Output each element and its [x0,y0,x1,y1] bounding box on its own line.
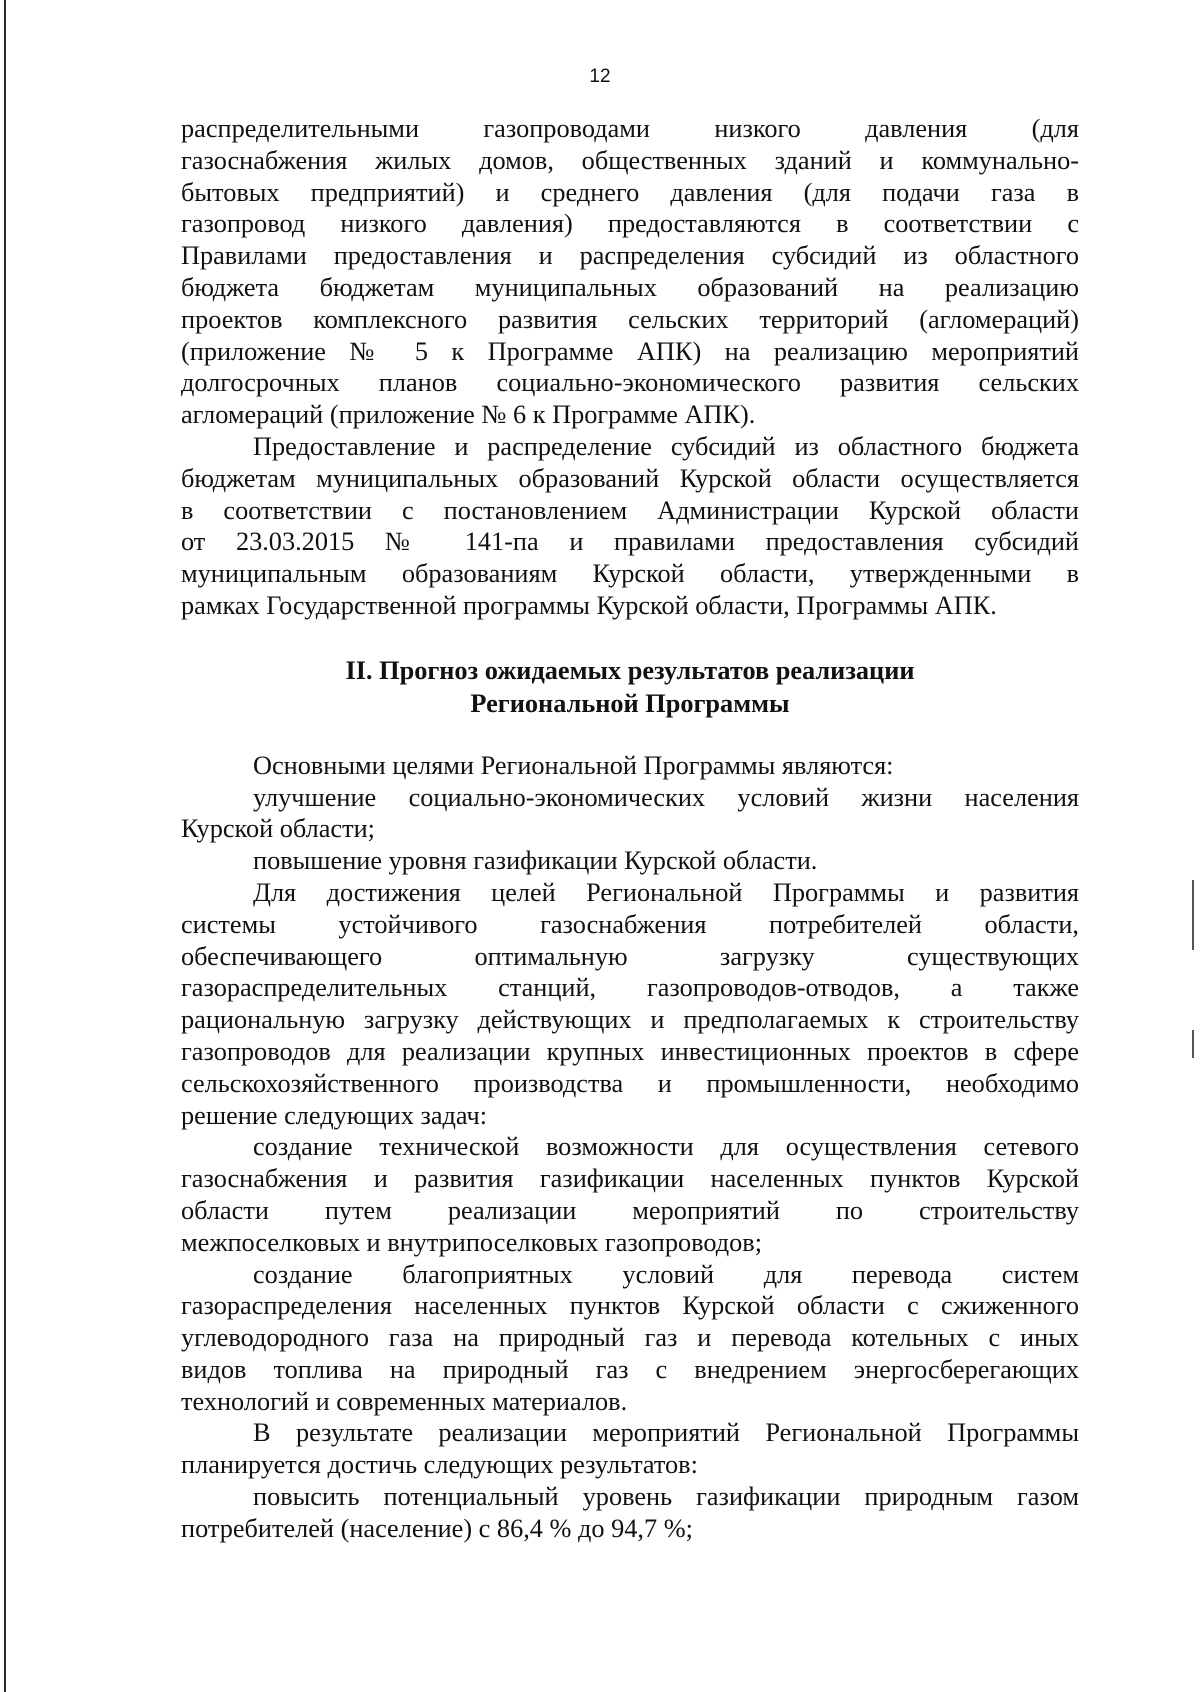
scan-edge-left [4,0,6,1692]
text-line: потребителей (население) с 86,4 % до 94,7 %; [181,1513,693,1543]
document-body [181,113,1079,1545]
paragraph-task-1 [181,1131,1079,1258]
paragraph-tasks-intro [181,877,1079,1131]
text-line: газоснабжения и развития газификации населенных пунктов Курской [181,1164,1079,1194]
text-line: от 23.03.2015 № 141-па и правилами предоставления субсидий [181,527,1079,557]
text-line: Для достижения целей Региональной Программы и развития [253,877,1079,907]
text-line: бытовых предприятий) и среднего давления (для подачи газа в [181,177,1079,207]
section-heading-line2: Региональной Программы [470,688,790,718]
text-line: долгосрочных планов социально-экономического развития сельских [181,368,1079,398]
text-line: Курской области; [181,814,375,844]
text-line: распределительными газопроводами низкого давления (для [181,114,1079,143]
text-line: решение следующих задач: [181,1100,488,1130]
paragraph-results-intro [181,1417,1079,1481]
text-line: системы устойчивого газоснабжения потребителей области, [181,909,1079,939]
text-line: рациональную загрузку действующих и предполагаемых к строительству [181,1005,1079,1035]
text-line: бюджетам муниципальных образований Курской области осуществляется [181,463,1079,493]
text-line: рамках Государственной программы Курской области, Программы АПК. [181,590,997,620]
text-line: сельскохозяйственного производства и промышленности, необходимо [181,1068,1079,1098]
text-line: повысить потенциальный уровень газификации природным газом [253,1482,1079,1512]
text-line: бюджета бюджетам муниципальных образований на реализацию [181,272,1079,302]
text-line: газоснабжения жилых домов, общественных зданий и коммунально- [181,145,1079,175]
section-heading-line1: II. Прогноз ожидаемых результатов реализации [345,655,915,685]
section-heading [181,654,1079,720]
paragraph-result-1 [181,1481,1079,1545]
text-line: муниципальным образованиям Курской области, утвержденными в [181,559,1079,589]
text-line: агломераций (приложение № 6 к Программе АПК). [181,400,756,430]
text-line: углеводородного газа на природный газ и перевода котельных с иных [181,1323,1079,1353]
text-line: газораспределительных станций, газопроводов-отводов, а также [181,973,1079,1003]
text-line: Предоставление и распределение субсидий из областного бюджета [253,431,1079,461]
paragraph-goal-1 [181,782,1079,846]
text-line: создание технической возможности для осуществления сетевого [253,1132,1079,1162]
text-line: создание благоприятных условий для перевода систем [253,1259,1079,1289]
scan-mark-right-lower [1192,1030,1194,1058]
paragraph-subsidy-distribution [181,431,1079,622]
text-line: газопроводов для реализации крупных инвестиционных проектов в сфере [181,1036,1079,1066]
text-line: Правилами предоставления и распределения субсидий из областного [181,241,1079,271]
text-line: в соответствии с постановлением Администрации Курской области [181,495,1079,525]
text-line: повышение уровня газификации Курской области. [253,846,818,876]
scan-mark-right [1192,880,1194,950]
paragraph-main-goals [181,750,1079,782]
page-number: 12 [589,66,611,87]
text-line: видов топлива на природный газ с внедрением энергосберегающих [181,1354,1079,1384]
text-line: (приложение № 5 к Программе АПК) на реализацию мероприятий [181,336,1079,366]
text-line: улучшение социально-экономических условий жизни населения [253,782,1079,812]
text-line: В результате реализации мероприятий Региональной Программы [253,1418,1079,1448]
paragraph-goal-2 [181,845,1079,877]
text-line: проектов комплексного развития сельских территорий (агломераций) [181,304,1079,334]
paragraph-task-2 [181,1259,1079,1418]
text-line: области путем реализации мероприятий по строительству [181,1195,1079,1225]
text-line: Основными целями Региональной Программы являются: [253,750,894,780]
text-line: обеспечивающего оптимальную загрузку существующих [181,941,1079,971]
text-line: газораспределения населенных пунктов Курской области с сжиженного [181,1291,1079,1321]
text-line: газопровод низкого давления) предоставляются в соответствии с [181,209,1079,239]
paragraph-subsidy-rules [181,113,1079,431]
text-line: технологий и современных материалов. [181,1386,628,1416]
text-line: планируется достичь следующих результатов: [181,1450,698,1480]
text-line: межпоселковых и внутрипоселковых газопроводов; [181,1227,763,1257]
